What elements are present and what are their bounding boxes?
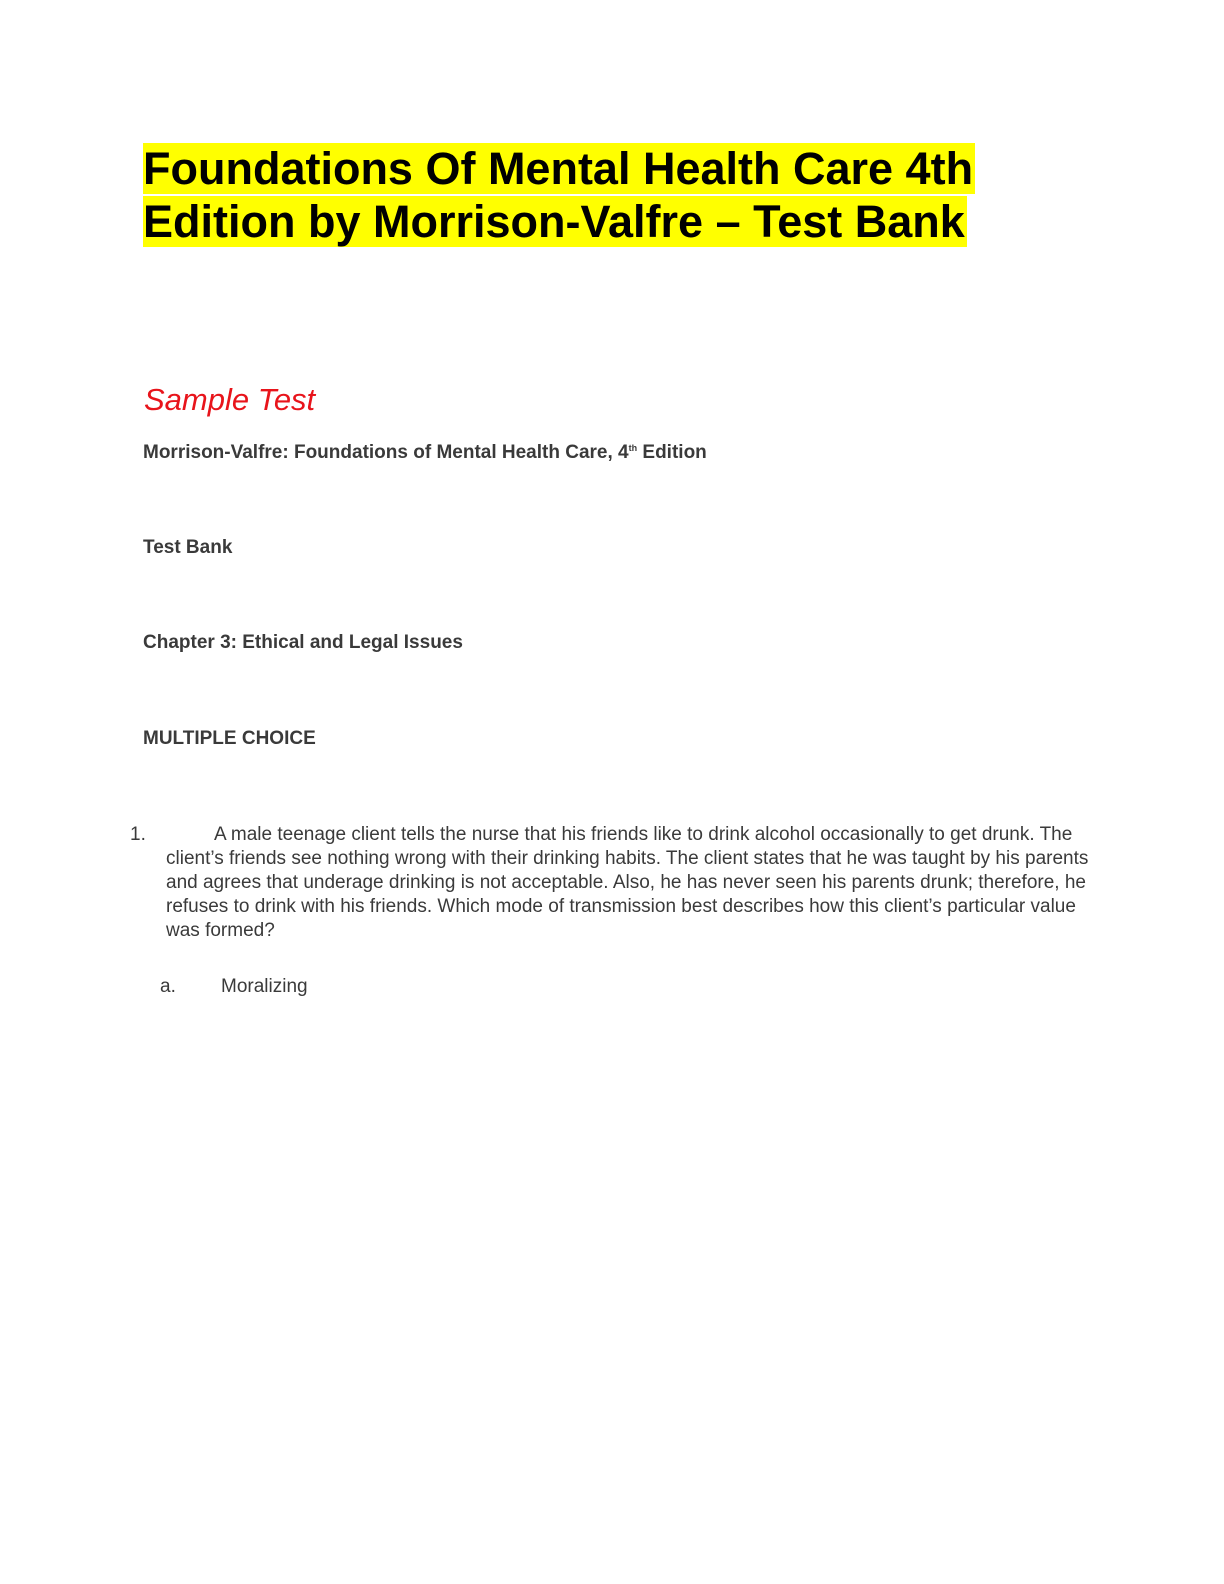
document-title xyxy=(143,142,1043,248)
title-line-1: Foundations Of Mental Health Care 4th xyxy=(143,143,974,194)
title-line-2: Edition by Morrison-Valfre – Test Bank xyxy=(143,196,965,247)
book-reference-superscript: th xyxy=(628,443,638,453)
answer-option-a xyxy=(160,975,308,999)
test-bank-label: Test Bank xyxy=(143,537,233,558)
sample-test-heading: Sample Test xyxy=(144,382,316,417)
question-number: 1. xyxy=(130,824,146,845)
book-reference xyxy=(143,441,707,465)
chapter-heading: Chapter 3: Ethical and Legal Issues xyxy=(143,632,463,653)
section-heading: MULTIPLE CHOICE xyxy=(143,728,316,749)
option-text: Moralizing xyxy=(221,976,308,997)
option-letter: a. xyxy=(160,976,176,997)
book-reference-main: Morrison-Valfre: Foundations of Mental Health Care, 4 xyxy=(143,442,629,463)
question-text: A male teenage client tells the nurse that his friends like to drink alcohol occasionally to get drunk. The client’s friends see nothing wrong with their drinking habits. The client states that he was taught by his parents and agrees that underage drinking is not acceptable. Also, he has never seen his parents drunk; therefore, he refuses to drink with his friends. Which mode of transmission best describes how this client’s particular value was formed? xyxy=(166,824,1089,941)
book-reference-end: Edition xyxy=(637,442,707,463)
question-1 xyxy=(130,823,1090,943)
